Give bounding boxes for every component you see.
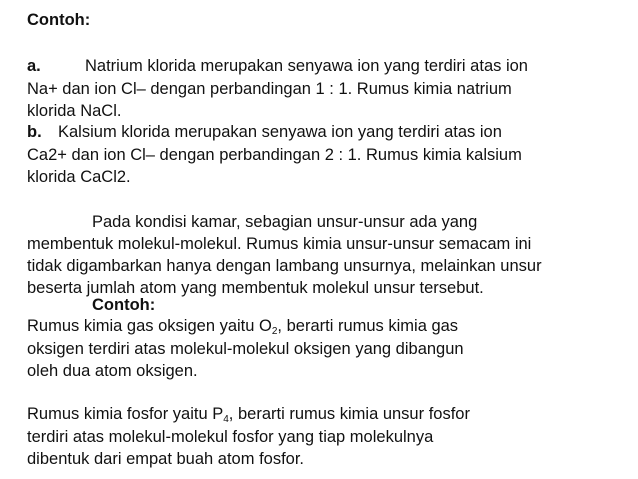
paragraph-line-3: tidak digambarkan hanya dengan lambang unsurnya, melainkan unsur [27,257,542,275]
oxygen-line-3: oleh dua atom oksigen. [27,362,198,380]
phosphorus-line-1 [27,404,470,424]
paragraph-line-2: membentuk molekul-molekul. Rumus kimia unsur-unsur semacam ini [27,235,532,253]
oxygen-text-after: , berarti rumus kimia gas [277,317,459,335]
item-a-line-3: klorida NaCl. [27,102,122,120]
item-b-line-1 [27,122,502,142]
paragraph-line-1: Pada kondisi kamar, sebagian unsur-unsur ada yang [92,213,478,231]
section-heading: Contoh: [27,11,91,29]
item-a-label: a. [27,57,41,75]
oxygen-line-2: oksigen terdiri atas molekul-molekul oksigen yang dibangun [27,340,464,358]
item-b-line-3: klorida CaCl2. [27,168,131,186]
phosphorus-text-after: , berarti rumus kimia unsur fosfor [228,405,470,423]
item-b-label: b. [27,123,42,141]
item-b-text-1: Kalsium klorida merupakan senyawa ion yang terdiri atas ion [58,123,502,141]
oxygen-line-1 [27,316,458,336]
item-a-line-1 [27,56,528,76]
item-a-line-2: Na+ dan ion Cl– dengan perbandingan 1 : 1. Rumus kimia natrium [27,80,512,98]
phosphorus-subscript: 4 [223,414,229,425]
phosphorus-text-before: Rumus kimia fosfor yaitu P [27,405,224,423]
item-b-line-2: Ca2+ dan ion Cl– dengan perbandingan 2 : 1. Rumus kimia kalsium [27,146,522,164]
item-a-text-1: Natrium klorida merupakan senyawa ion yang terdiri atas ion [85,57,528,75]
oxygen-text-before: Rumus kimia gas oksigen yaitu O [27,317,272,335]
paragraph-line-4: beserta jumlah atom yang membentuk molekul unsur tersebut. [27,279,484,297]
example-heading: Contoh: [92,296,156,314]
phosphorus-line-2: terdiri atas molekul-molekul fosfor yang tiap molekulnya [27,428,434,446]
phosphorus-line-3: dibentuk dari empat buah atom fosfor. [27,450,305,468]
oxygen-subscript: 2 [271,326,278,337]
